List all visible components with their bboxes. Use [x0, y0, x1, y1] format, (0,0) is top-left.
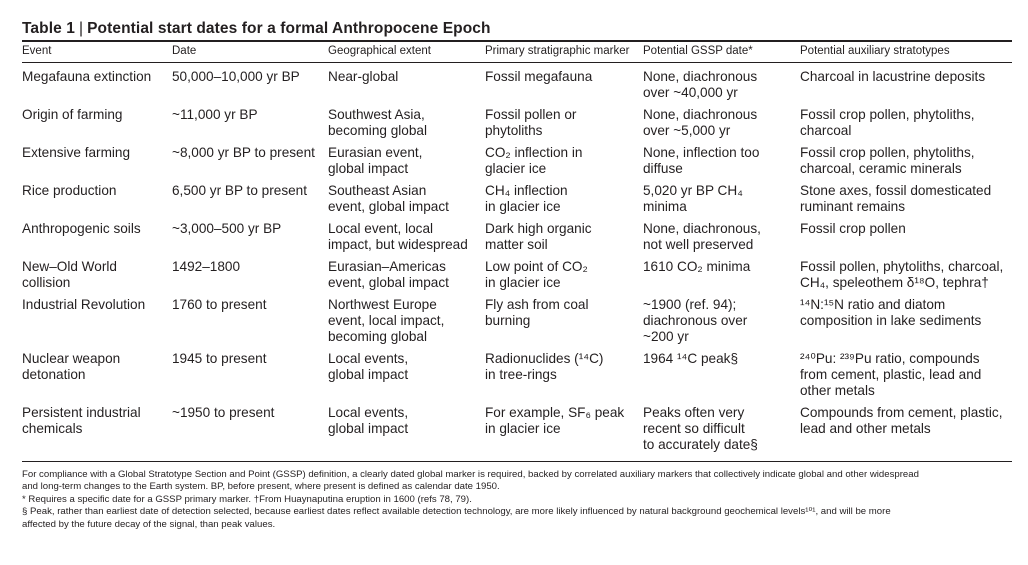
table-footnotes	[22, 461, 1012, 531]
cell-primary-marker	[485, 177, 643, 215]
cell-line: New–Old World	[22, 259, 117, 274]
cell-line: Charcoal in lacustrine deposits	[800, 69, 986, 84]
cell-line: event, local impact,	[328, 313, 445, 328]
cell-date	[172, 215, 328, 253]
cell-event	[22, 291, 172, 345]
cell-line: composition in lake sediments	[800, 313, 982, 328]
table-row	[22, 101, 1012, 139]
cell-auxiliary-stratotypes	[800, 215, 1012, 253]
header-primary-marker: Primary stratigraphic marker	[485, 42, 643, 63]
cell-line: 1945 to present	[172, 351, 267, 366]
cell-line: For example, SF₆ peak	[485, 405, 625, 420]
table-row	[22, 177, 1012, 215]
cell-line: burning	[485, 313, 531, 328]
cell-gssp-date	[643, 253, 800, 291]
footnote-line: affected by the future decay of the signal, than peak values.	[22, 518, 276, 530]
cell-line: other metals	[800, 383, 875, 398]
cell-line: not well preserved	[643, 237, 754, 252]
cell-line: CO₂ inflection in	[485, 145, 583, 160]
cell-geographical-extent	[328, 101, 485, 139]
cell-date	[172, 253, 328, 291]
cell-line: Dark high organic	[485, 221, 592, 236]
cell-line: Eurasian event,	[328, 145, 423, 160]
cell-auxiliary-stratotypes	[800, 139, 1012, 177]
cell-line: becoming global	[328, 329, 427, 344]
cell-date	[172, 345, 328, 399]
cell-auxiliary-stratotypes	[800, 101, 1012, 139]
cell-line: to accurately date§	[643, 437, 758, 452]
cell-line: charcoal	[800, 123, 852, 138]
cell-line: Local event, local	[328, 221, 434, 236]
cell-line: None, diachronous,	[643, 221, 761, 236]
cell-event	[22, 345, 172, 399]
cell-line: Extensive farming	[22, 145, 131, 160]
cell-line: Local events,	[328, 405, 409, 420]
cell-line: recent so difficult	[643, 421, 745, 436]
cell-date	[172, 101, 328, 139]
cell-line: Compounds from cement, plastic,	[800, 405, 1003, 420]
cell-date	[172, 291, 328, 345]
cell-line: Fly ash from coal	[485, 297, 589, 312]
cell-line: in glacier ice	[485, 421, 561, 436]
cell-line: 1492–1800	[172, 259, 241, 274]
cell-geographical-extent	[328, 253, 485, 291]
caption-separator: |	[78, 20, 84, 37]
cell-primary-marker	[485, 291, 643, 345]
cell-line: phytoliths	[485, 123, 543, 138]
cell-line: CH₄, speleothem δ¹⁸O, tephra†	[800, 275, 989, 290]
cell-line: Nuclear weapon	[22, 351, 121, 366]
cell-line: ~3,000–500 yr BP	[172, 221, 282, 236]
cell-line: matter soil	[485, 237, 548, 252]
table-row	[22, 139, 1012, 177]
cell-line: Stone axes, fossil domesticated	[800, 183, 992, 198]
table-body	[22, 63, 1012, 454]
cell-auxiliary-stratotypes	[800, 345, 1012, 399]
cell-line: Local events,	[328, 351, 409, 366]
cell-date	[172, 139, 328, 177]
cell-line: in tree-rings	[485, 367, 557, 382]
cell-line: 1610 CO₂ minima	[643, 259, 751, 274]
header-event: Event	[22, 42, 172, 63]
header-date: Date	[172, 42, 328, 63]
cell-geographical-extent	[328, 399, 485, 453]
cell-line: from cement, plastic, lead and	[800, 367, 982, 382]
cell-line: Megafauna extinction	[22, 69, 152, 84]
cell-primary-marker	[485, 215, 643, 253]
cell-gssp-date	[643, 291, 800, 345]
cell-date	[172, 177, 328, 215]
table-row	[22, 253, 1012, 291]
header-geographical-extent: Geographical extent	[328, 42, 485, 63]
cell-line: impact, but widespread	[328, 237, 468, 252]
cell-geographical-extent	[328, 215, 485, 253]
cell-line: Northwest Europe	[328, 297, 437, 312]
cell-line: Rice production	[22, 183, 117, 198]
cell-auxiliary-stratotypes	[800, 177, 1012, 215]
cell-gssp-date	[643, 177, 800, 215]
cell-line: diffuse	[643, 161, 683, 176]
cell-event	[22, 177, 172, 215]
cell-geographical-extent	[328, 177, 485, 215]
cell-line: global impact	[328, 367, 409, 382]
cell-line: over ~40,000 yr	[643, 85, 738, 100]
cell-line: 1964 ¹⁴C peak§	[643, 351, 739, 366]
cell-geographical-extent	[328, 139, 485, 177]
cell-gssp-date	[643, 399, 800, 453]
cell-line: 5,020 yr BP CH₄	[643, 183, 743, 198]
cell-line: diachronous over	[643, 313, 748, 328]
cell-primary-marker	[485, 253, 643, 291]
cell-line: event, global impact	[328, 275, 449, 290]
cell-primary-marker	[485, 399, 643, 453]
cell-line: detonation	[22, 367, 86, 382]
cell-auxiliary-stratotypes	[800, 291, 1012, 345]
footnote-line: * Requires a specific date for a GSSP primary marker. †From Huaynaputina eruption in 1600 (refs 78, 79).	[22, 493, 472, 505]
cell-line: chemicals	[22, 421, 83, 436]
cell-primary-marker	[485, 63, 643, 102]
cell-line: Industrial Revolution	[22, 297, 146, 312]
cell-line: 6,500 yr BP to present	[172, 183, 308, 198]
cell-line: event, global impact	[328, 199, 449, 214]
cell-line: Fossil crop pollen	[800, 221, 906, 236]
cell-line: becoming global	[328, 123, 427, 138]
cell-geographical-extent	[328, 63, 485, 102]
cell-line: Fossil pollen or	[485, 107, 577, 122]
cell-line: ~200 yr	[643, 329, 689, 344]
table-caption	[22, 18, 1012, 40]
cell-gssp-date	[643, 63, 800, 102]
header-auxiliary-stratotypes: Potential auxiliary stratotypes	[800, 42, 1012, 63]
cell-line: Anthropogenic soils	[22, 221, 141, 236]
table-number: Table 1	[22, 20, 75, 37]
header-row	[22, 42, 1012, 63]
cell-line: Fossil crop pollen, phytoliths,	[800, 145, 975, 160]
cell-line: ruminant remains	[800, 199, 906, 214]
table-row	[22, 291, 1012, 345]
table-figure	[22, 18, 1012, 531]
cell-line: global impact	[328, 421, 409, 436]
header-gssp-date: Potential GSSP date*	[643, 42, 800, 63]
cell-line: ~8,000 yr BP to present	[172, 145, 315, 160]
cell-line: Peaks often very	[643, 405, 745, 420]
cell-auxiliary-stratotypes	[800, 399, 1012, 453]
footnote-line: and long-term changes to the Earth system. BP, before present, where present is defined as calendar date 1950.	[22, 481, 500, 493]
cell-line: minima	[643, 199, 687, 214]
cell-gssp-date	[643, 101, 800, 139]
cell-gssp-date	[643, 345, 800, 399]
cell-event	[22, 253, 172, 291]
footnote-line: For compliance with a Global Stratotype Section and Point (GSSP) definition, a clearly dated global marker is required, backed by correlated auxiliary markers that collectively indicate global and other widespread	[22, 469, 919, 480]
cell-line: in glacier ice	[485, 275, 561, 290]
cell-event	[22, 63, 172, 102]
cell-line: None, diachronous	[643, 69, 758, 84]
cell-date	[172, 399, 328, 453]
cell-geographical-extent	[328, 345, 485, 399]
cell-gssp-date	[643, 139, 800, 177]
cell-primary-marker	[485, 101, 643, 139]
table-row	[22, 345, 1012, 399]
cell-line: Eurasian–Americas	[328, 259, 446, 274]
cell-line: Low point of CO₂	[485, 259, 588, 274]
cell-auxiliary-stratotypes	[800, 63, 1012, 102]
cell-line: in glacier ice	[485, 199, 561, 214]
cell-line: Southeast Asian	[328, 183, 427, 198]
cell-event	[22, 399, 172, 453]
cell-line: ~1900 (ref. 94);	[643, 297, 737, 312]
cell-auxiliary-stratotypes	[800, 253, 1012, 291]
cell-line: ¹⁴N:¹⁵N ratio and diatom	[800, 297, 946, 312]
data-table	[22, 42, 1012, 453]
table-row	[22, 215, 1012, 253]
cell-event	[22, 215, 172, 253]
cell-line: None, diachronous	[643, 107, 758, 122]
table-row	[22, 399, 1012, 453]
cell-line: Persistent industrial	[22, 405, 141, 420]
footnote-line: § Peak, rather than earliest date of detection selected, because earliest dates reflect available detection technology, are more likely influenced by natural background geochemical levels¹⁰¹, and will be more	[22, 506, 891, 518]
table-row	[22, 63, 1012, 102]
cell-line: Origin of farming	[22, 107, 123, 122]
cell-line: charcoal, ceramic minerals	[800, 161, 962, 176]
cell-line: Radionuclides (¹⁴C)	[485, 351, 604, 366]
cell-line: over ~5,000 yr	[643, 123, 731, 138]
cell-line: Fossil megafauna	[485, 69, 593, 84]
table-title: Potential start dates for a formal Anthropocene Epoch	[87, 20, 491, 37]
cell-line: Near-global	[328, 69, 399, 84]
cell-line: 1760 to present	[172, 297, 267, 312]
cell-geographical-extent	[328, 291, 485, 345]
cell-event	[22, 101, 172, 139]
cell-line: lead and other metals	[800, 421, 931, 436]
cell-line: Southwest Asia,	[328, 107, 425, 122]
cell-line: CH₄ inflection	[485, 183, 568, 198]
cell-line: None, inflection too	[643, 145, 760, 160]
cell-line: ~11,000 yr BP	[172, 107, 258, 122]
cell-line: Fossil crop pollen, phytoliths,	[800, 107, 975, 122]
cell-gssp-date	[643, 215, 800, 253]
cell-line: 50,000–10,000 yr BP	[172, 69, 300, 84]
cell-line: collision	[22, 275, 71, 290]
cell-line: ~1950 to present	[172, 405, 275, 420]
cell-line: global impact	[328, 161, 409, 176]
cell-event	[22, 139, 172, 177]
cell-primary-marker	[485, 139, 643, 177]
cell-line: glacier ice	[485, 161, 547, 176]
cell-primary-marker	[485, 345, 643, 399]
cell-line: Fossil pollen, phytoliths, charcoal,	[800, 259, 1004, 274]
cell-line: ²⁴⁰Pu: ²³⁹Pu ratio, compounds	[800, 351, 980, 366]
cell-date	[172, 63, 328, 102]
